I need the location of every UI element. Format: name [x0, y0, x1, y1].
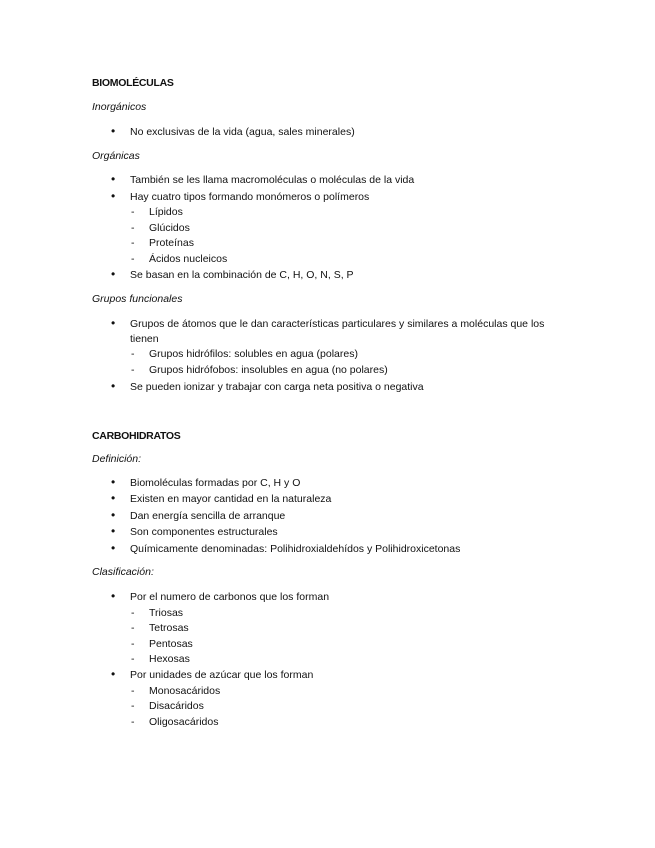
- list-item: Dan energía sencilla de arranque: [130, 510, 286, 522]
- sub-list-item: Monosacáridos: [149, 685, 221, 697]
- sub-list-item: Grupos hidrófilos: solubles en agua (polares): [149, 348, 358, 360]
- subsection-title: Clasificación:: [92, 566, 154, 578]
- sub-list-item: Tetrosas: [149, 622, 189, 634]
- list-item: También se les llama macromoléculas o moléculas de la vida: [130, 174, 415, 186]
- bullet-icon: •: [111, 124, 116, 138]
- bullet-icon: •: [111, 475, 116, 489]
- dash-icon: -: [131, 348, 135, 360]
- bullet-icon: •: [111, 508, 116, 522]
- list-item: Químicamente denominadas: Polihidroxialdehídos y Polihidroxicetonas: [130, 543, 461, 555]
- sub-list-item: Grupos hidrófobos: insolubles en agua (no polares): [149, 364, 388, 376]
- bullet-icon: •: [111, 491, 116, 505]
- subsection-title: Inorgánicos: [92, 101, 147, 113]
- dash-icon: -: [131, 237, 135, 249]
- sub-list-item: Lípidos: [149, 206, 183, 218]
- list-item: Se basan en la combinación de C, H, O, N, S, P: [130, 269, 354, 281]
- bullet-icon: •: [111, 379, 116, 393]
- bullet-icon: •: [111, 189, 116, 203]
- dash-icon: -: [131, 622, 135, 634]
- section-title: CARBOHIDRATOS: [92, 430, 181, 442]
- bullet-icon: •: [111, 524, 116, 538]
- list-item: Hay cuatro tipos formando monómeros o polímeros: [130, 191, 370, 203]
- sub-list-item: Proteínas: [149, 237, 194, 249]
- dash-icon: -: [131, 206, 135, 218]
- dash-icon: -: [131, 638, 135, 650]
- list-item: No exclusivas de la vida (agua, sales minerales): [130, 126, 355, 138]
- bullet-icon: •: [111, 541, 116, 555]
- list-item-line: tienen: [130, 333, 159, 345]
- subsection-title: Grupos funcionales: [92, 293, 183, 305]
- list-item: Se pueden ionizar y trabajar con carga neta positiva o negativa: [130, 381, 424, 393]
- sub-list-item: Hexosas: [149, 653, 190, 665]
- bullet-icon: •: [111, 589, 116, 603]
- dash-icon: -: [131, 222, 135, 234]
- list-item: Son componentes estructurales: [130, 526, 278, 538]
- list-item: Por unidades de azúcar que los forman: [130, 669, 314, 681]
- sub-list-item: Disacáridos: [149, 700, 204, 712]
- list-item: Existen en mayor cantidad en la naturaleza: [130, 493, 332, 505]
- list-item: Por el numero de carbonos que los forman: [130, 591, 330, 603]
- list-item-line: Grupos de átomos que le dan características particulares y similares a moléculas que los: [130, 318, 545, 330]
- sub-list-item: Glúcidos: [149, 222, 190, 234]
- dash-icon: -: [131, 700, 135, 712]
- list-item: Biomoléculas formadas por C, H y O: [130, 477, 301, 489]
- subsection-title: Orgánicas: [92, 150, 140, 162]
- bullet-icon: •: [111, 667, 116, 681]
- sub-list-item: Pentosas: [149, 638, 193, 650]
- bullet-icon: •: [111, 316, 116, 330]
- sub-list-item: Ácidos nucleicos: [149, 253, 228, 265]
- dash-icon: -: [131, 716, 135, 728]
- bullet-icon: •: [111, 172, 116, 186]
- sub-list-item: Oligosacáridos: [149, 716, 219, 728]
- dash-icon: -: [131, 364, 135, 376]
- dash-icon: -: [131, 685, 135, 697]
- bullet-icon: •: [111, 267, 116, 281]
- section-title: BIOMOLÉCULAS: [92, 77, 174, 89]
- sub-list-item: Triosas: [149, 607, 184, 619]
- subsection-title: Definición:: [92, 453, 142, 465]
- dash-icon: -: [131, 607, 135, 619]
- dash-icon: -: [131, 253, 135, 265]
- dash-icon: -: [131, 653, 135, 665]
